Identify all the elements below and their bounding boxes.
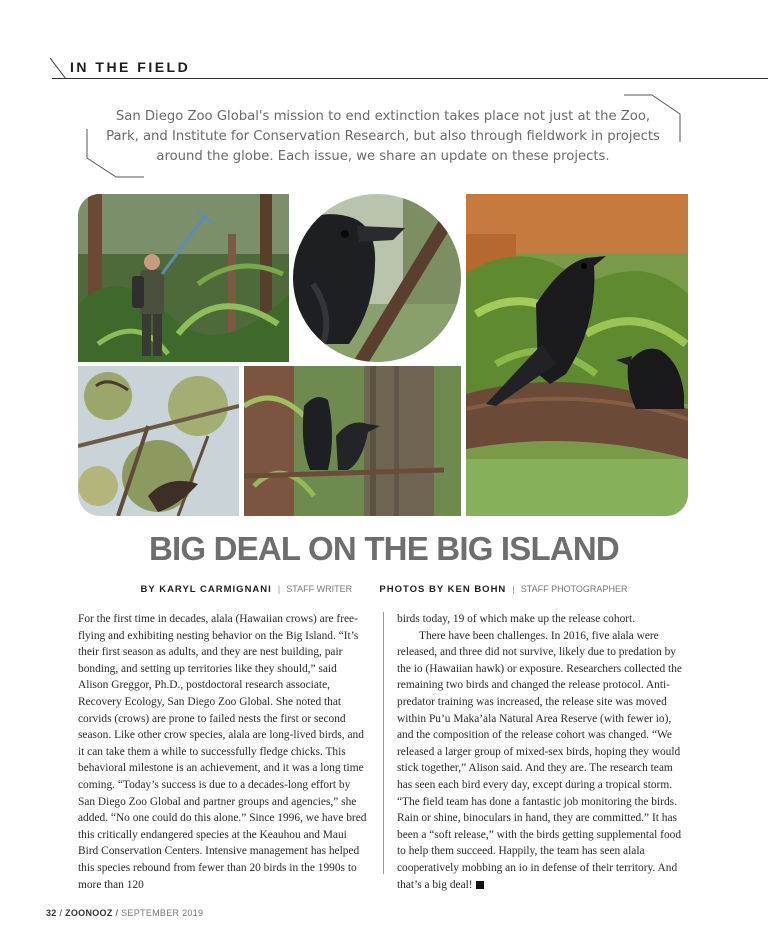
magazine-name: ZOONOOZ [65,908,113,918]
byline-separator: | [277,584,281,595]
article-headline: BIG DEAL ON THE BIG ISLAND [149,530,619,567]
photo-crow-closeup [293,194,461,362]
section-slash-ornament [46,58,70,80]
byline [0,584,768,595]
page-number: 32 [46,908,57,918]
byline-photographer-role: STAFF PHOTOGRAPHER [520,584,628,594]
photo-crows-on-log [466,194,688,516]
byline-author-role: STAFF WRITER [286,584,353,594]
end-mark-icon [476,881,484,889]
article-paragraph-text: There have been challenges. In 2016, five alala were released, and three did not survive, likely due to predation by the io (Hawaiian hawk) or exposure. Researchers collected the remaining two birds and changed the release protocol. Anti-predator training was increased, the release site was moved within Pu’u Maka’ala Natural Area Reserve (with fewer io), and the composition of the release cohort was changed. “We released a larger group of mixed-sex birds, hoping they would stick together,” Alison said. And they are. The research team has seen each bird every day, except during a tropical storm. “The field team has done a fantastic job monitoring the birds. Rain or shine, binoculars in hand, they are committed.” It has been a “soft release,” with the birds getting supplemental food to help them succeed. Happily, the team has seen alala cooperatively mobbing an io in defense of their territory. And that’s a big deal! [397,629,682,891]
photo-crows-on-branch [244,366,461,516]
page-footer [46,908,203,918]
article-column-left [78,611,368,893]
article-paragraph: birds today, 19 of which make up the release cohort. [397,613,636,625]
article-column-right [397,611,687,893]
photo-researcher-in-forest [78,194,289,362]
article-paragraph-end [397,628,687,894]
byline-author: BY KARYL CARMIGNANI [140,584,272,595]
byline-separator-2: | [512,584,515,595]
section-title: IN THE FIELD [70,59,191,75]
footer-slash: / [59,908,63,918]
issue-date: SEPTEMBER 2019 [121,908,204,918]
section-rule [52,78,768,79]
intro-text: San Diego Zoo Global's mission to end extinction takes place not just at the Zoo, Park, and Institute for Conservation Research, but also through fieldwork in projects around the globe. Each issue, we share an update on these projects. [106,109,660,164]
byline-photographer: PHOTOS BY KEN BOHN [379,584,507,595]
photo-crow-in-tree [78,366,239,516]
footer-slash-2: / [115,908,119,918]
article-paragraph: For the first time in decades, alala (Hawaiian crows) are free-flying and exhibiting nesting behavior on the Big Island. “It’s their first season as adults, and they are nest building, pair bonding, and setting up territories like they should,” said Alison Greggor, Ph.D., postdoctoral research associate, Recovery Ecology, San Diego Zoo Global. She noted that corvids (crows) are prone to failed nests the first or second season. Like other crow species, alala are long-lived birds, and it can take them a while to successfully fledge chicks. This behavioral milestone is an achievement, and it was a long time coming. “Today’s success is due to a decades-long effort by San Diego Zoo Global and partner groups and agencies,” she added. “No one could do this alone.” Since 1996, we have bred this critically endangered species at the Keauhou and Maui Bird Conservation Centers. Intensive management has helped this species rebound from fewer than 20 birds in the 1990s to more than 120 [78,613,367,891]
column-divider [383,612,384,874]
